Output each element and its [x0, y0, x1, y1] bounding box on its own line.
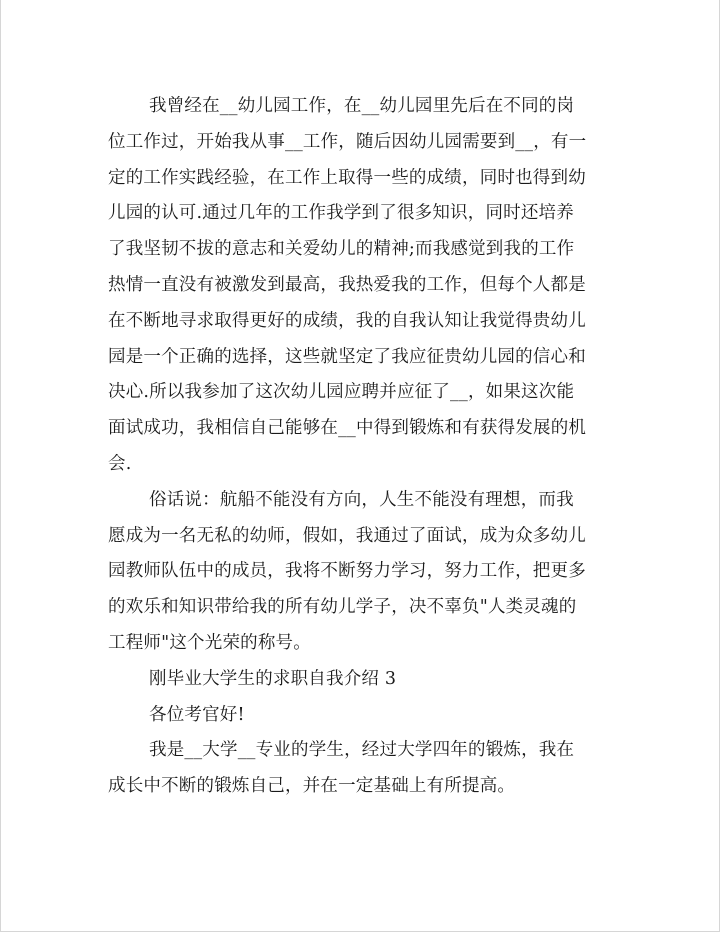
paragraph-3 [108, 733, 618, 805]
paragraph-line: 愿成为一名无私的幼师，假如，我通过了面试，成为众多幼儿 [108, 525, 586, 546]
paragraph-2 [108, 483, 618, 662]
paragraph-line: 的欢乐和知识带给我的所有幼儿学子，决不辜负"人类灵魂的 [108, 597, 577, 618]
paragraph-line: 园教师队伍中的成员，我将不断努力学习，努力工作，把更多 [108, 561, 586, 582]
paragraph-line: 定的工作实践经验，在工作上取得一些的成绩，同时也得到幼 [108, 167, 586, 188]
paragraph-line: 工程师"这个光荣的称号。 [108, 632, 311, 653]
paragraph-line: 位工作过，开始我从事__工作，随后因幼儿园需要到__，有一 [108, 131, 587, 152]
document-body [108, 89, 618, 805]
paragraph-line: 园是一个正确的选择，这些就坚定了我应征贵幼儿园的信心和 [108, 346, 586, 367]
paragraph-line: 儿园的认可.通过几年的工作我学到了很多知识，同时还培养 [108, 203, 574, 224]
paragraph-line: 会. [108, 453, 132, 474]
paragraph-line: 热情一直没有被激发到最高，我热爱我的工作，但每个人都是 [108, 274, 586, 295]
paragraph-line: 在不断地寻求取得更好的成绩，我的自我认知让我觉得贵幼儿 [108, 310, 586, 331]
paragraph-line: 面试成功，我相信自己能够在__中得到锻炼和有获得发展的机 [108, 418, 587, 439]
paragraph-line: 俗话说：航船不能没有方向，人生不能没有理想，而我 [149, 489, 574, 510]
paragraph-line: 了我坚韧不拔的意志和关爱幼儿的精神;而我感觉到我的工作 [108, 239, 575, 260]
section-title: 刚毕业大学生的求职自我介绍 3 [149, 668, 397, 689]
paragraph-1 [108, 89, 618, 483]
paragraph-line: 我曾经在__幼儿园工作，在__幼儿园里先后在不同的岗 [149, 96, 575, 116]
paragraph-line: 我是__大学__专业的学生，经过大学四年的锻炼，我在 [149, 740, 575, 761]
paragraph-line: 成长中不断的锻炼自己，并在一定基础上有所提高。 [108, 776, 516, 797]
greeting: 各位考官好! [149, 704, 245, 725]
paragraph-line: 决心.所以我参加了这次幼儿园应聘并应征了__，如果这次能 [108, 382, 575, 403]
